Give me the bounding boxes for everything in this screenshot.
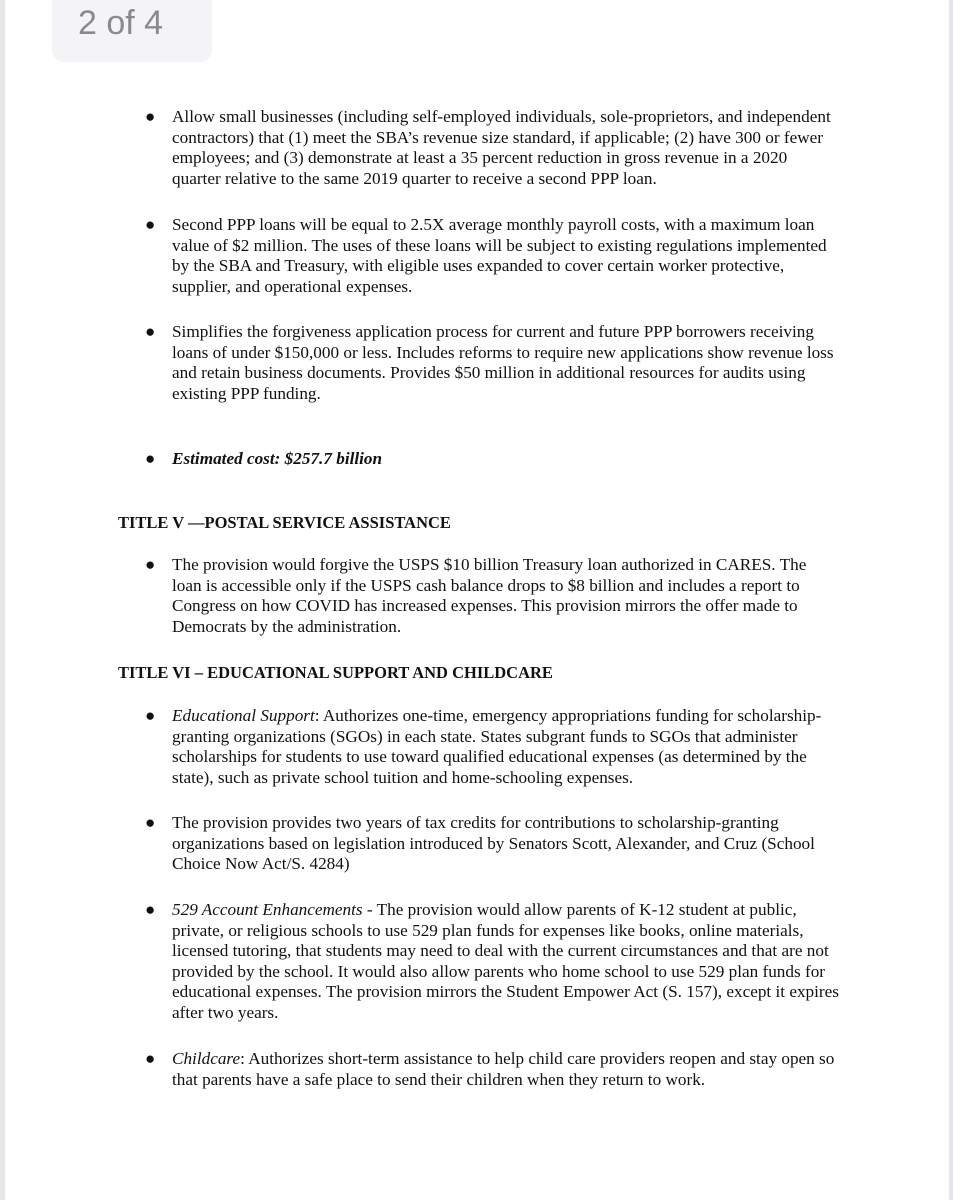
- item-text: Allow small businesses (including self-employed individuals, sole-proprietors, and independent contractors) that (1) meet the SBA’s revenue size standard, if applicable; (2) have 300 or fewer employees; and (3) demonstrate at least a 35 percent reduction in gross revenue in a 2020 quarter relative to the same 2019 quarter to receive a second PPP loan.: [172, 107, 831, 188]
- item-text: The provision provides two years of tax credits for contributions to scholarship-granting organizations based on legislation introduced by Senators Scott, Alexander, and Cruz (School Choice Now Act/S. 4284): [172, 813, 815, 874]
- item-text: Simplifies the forgiveness application process for current and future PPP borrowers receiving loans of under $150,000 or less. Includes reforms to require new applications show revenue loss and retain business documents. Provides $50 million in additional resources for audits using existing PPP funding.: [172, 322, 834, 403]
- item-text: : Authorizes one-time, emergency appropriations funding for scholarship-granting organizations (SGOs) in each state. States subgrant funds to SGOs that administer scholarships for students to use toward qualified educational expenses (as determined by the state), such as private school tuition and home-schooling expenses.: [172, 706, 822, 787]
- bullet-icon: ●: [145, 107, 156, 126]
- bullet-icon: ●: [145, 1049, 156, 1068]
- bullet-icon: ●: [145, 449, 156, 468]
- section-title: TITLE V —POSTAL SERVICE ASSISTANCE: [118, 513, 451, 532]
- bullet-icon: ●: [145, 555, 156, 574]
- page-indicator: [52, 0, 212, 62]
- item-text: Second PPP loans will be equal to 2.5X average monthly payroll costs, with a maximum loan value of $2 million. The uses of these loans will be subject to existing regulations implemented by the SBA and Treasury, with eligible uses expanded to cover certain worker protective, supplier, and operational expenses.: [172, 215, 827, 296]
- item-lead: 529 Account Enhancements: [172, 900, 363, 919]
- bullet-icon: ●: [145, 322, 156, 341]
- bullet-icon: ●: [145, 900, 156, 919]
- item-text: : Authorizes short-term assistance to help child care providers reopen and stay open so that parents have a safe place to send their children when they return to work.: [172, 1049, 835, 1089]
- bullet-icon: ●: [145, 706, 156, 725]
- list-item: [145, 215, 840, 297]
- section-title: TITLE VI – EDUCATIONAL SUPPORT AND CHILDCARE: [118, 663, 553, 682]
- list-item: [145, 900, 840, 1024]
- list-item: [145, 322, 840, 404]
- list-item: [145, 107, 840, 189]
- viewer-right-edge: [949, 0, 953, 1200]
- item-text: The provision would forgive the USPS $10 billion Treasury loan authorized in CARES. The loan is accessible only if the USPS cash balance drops to $8 billion and includes a report to Congress on how COVID has increased expenses. This provision mirrors the offer made to Democrats by the administration.: [172, 555, 807, 636]
- list-item: [145, 555, 840, 637]
- bullet-icon: ●: [145, 813, 156, 832]
- bullet-icon: ●: [145, 215, 156, 234]
- list-item: [145, 813, 840, 875]
- item-text: - The provision would allow parents of K-12 student at public, private, or religious schools to use 529 plan funds for expenses like books, online materials, licensed tutoring, that students may need to deal with the current circumstances and that are not provided by the school. It would also allow parents who home school to use 529 plan funds for educational expenses. The provision mirrors the Student Empower Act (S. 157), except it expires after two years.: [172, 900, 839, 1022]
- item-lead: Childcare: [172, 1049, 241, 1068]
- estimated-cost: Estimated cost: $257.7 billion: [172, 449, 383, 468]
- list-item: [145, 449, 840, 470]
- list-item: [145, 706, 840, 788]
- viewer-left-edge: [0, 0, 5, 1200]
- item-lead: Educational Support: [172, 706, 315, 725]
- list-item: [145, 1049, 840, 1090]
- page-indicator-text: 2 of 4: [78, 4, 164, 42]
